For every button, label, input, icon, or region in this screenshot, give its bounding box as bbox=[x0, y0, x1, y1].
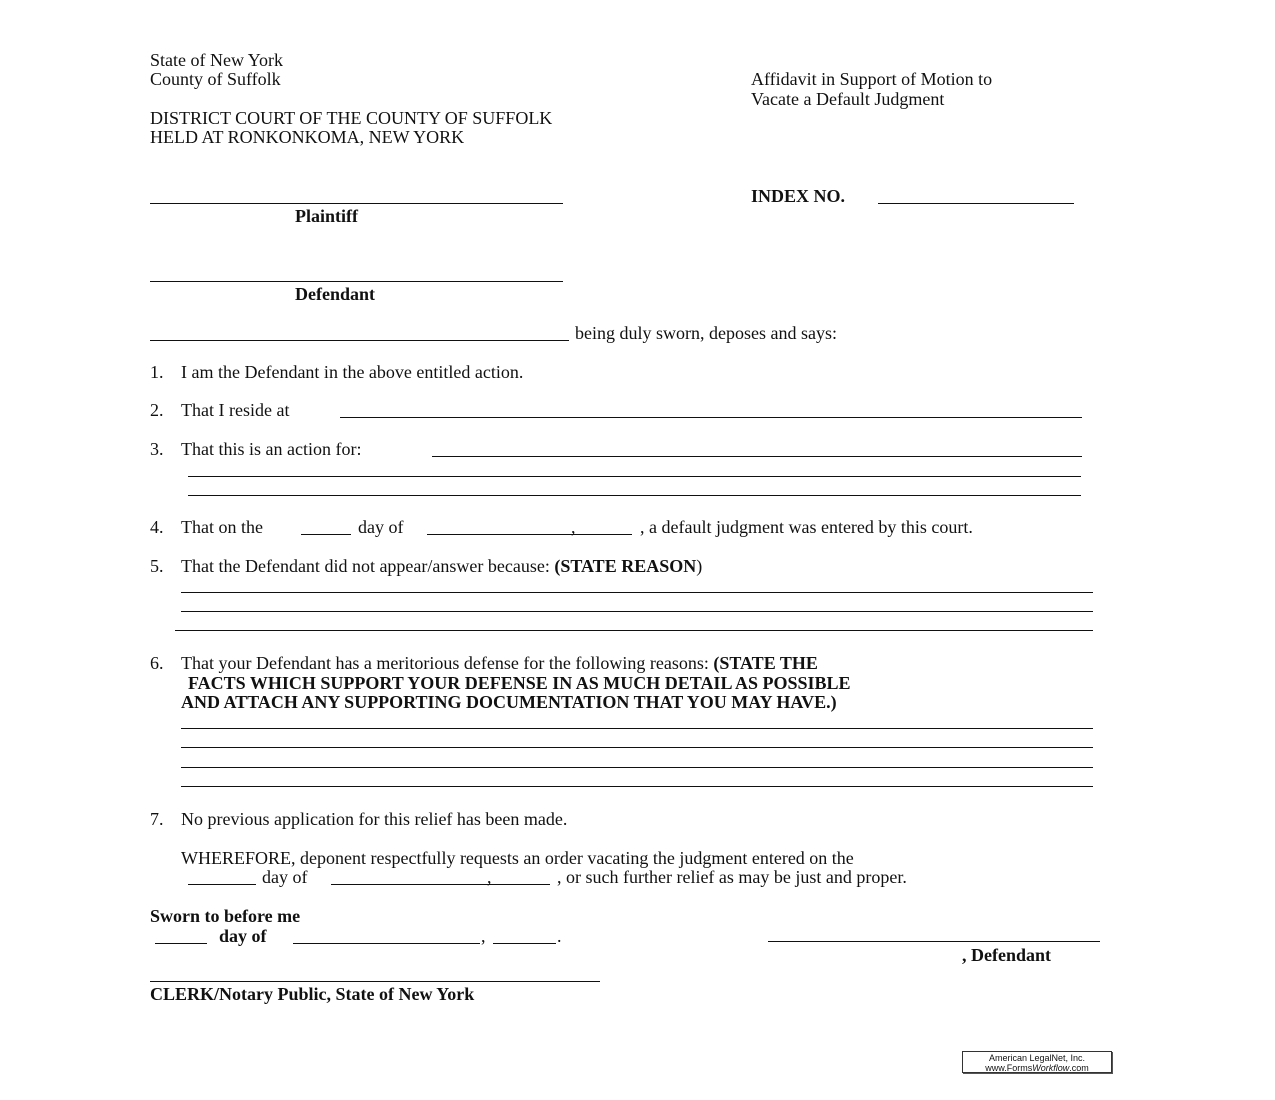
court-location: HELD AT RONKONKOMA, NEW YORK bbox=[150, 127, 465, 147]
item-6-plain: That your Defendant has a meritorious defense for the following reasons: bbox=[181, 653, 714, 673]
sworn-statement: being duly sworn, deposes and says: bbox=[575, 323, 837, 343]
plaintiff-label: Plaintiff bbox=[295, 206, 358, 226]
item-number: 2. bbox=[150, 400, 164, 420]
item-4-comma: , bbox=[571, 517, 576, 537]
publisher-url-b: Workflow bbox=[1032, 1063, 1070, 1073]
defense-blank[interactable] bbox=[181, 786, 1093, 787]
item-number: 1. bbox=[150, 362, 164, 382]
item-6-instruction-start: (STATE THE bbox=[713, 653, 818, 673]
defense-blank[interactable] bbox=[181, 747, 1093, 748]
wherefore-day-of: day of bbox=[262, 867, 308, 887]
index-number-label: INDEX NO. bbox=[751, 186, 846, 206]
sworn-before-me: Sworn to before me bbox=[150, 906, 301, 926]
item-number: 7. bbox=[150, 809, 164, 829]
publisher-url-a: www.Forms bbox=[985, 1063, 1033, 1073]
publisher-url-c: .com bbox=[1069, 1063, 1089, 1073]
court-name: DISTRICT COURT OF THE COUNTY OF SUFFOLK bbox=[150, 108, 553, 128]
item-5-text bbox=[181, 556, 702, 576]
wherefore-text: WHEREFORE, deponent respectfully requests an order vacating the judgment entered on the bbox=[181, 848, 854, 868]
notary-signature-blank[interactable] bbox=[150, 981, 600, 982]
item-7-text: No previous application for this relief has been made. bbox=[181, 809, 568, 829]
item-4-day-of: day of bbox=[358, 517, 404, 537]
wherefore-tail: , or such further relief as may be just and proper. bbox=[557, 867, 907, 887]
item-1-text: I am the Defendant in the above entitled action. bbox=[181, 362, 524, 382]
item-number: 6. bbox=[150, 653, 164, 673]
judgment-day-blank[interactable] bbox=[301, 534, 351, 535]
reason-blank[interactable] bbox=[181, 592, 1093, 593]
item-6-instruction-line3: AND ATTACH ANY SUPPORTING DOCUMENTATION THAT YOU MAY HAVE.) bbox=[181, 692, 837, 712]
defense-blank[interactable] bbox=[181, 767, 1093, 768]
reason-blank[interactable] bbox=[181, 611, 1093, 612]
sworn-day-of: day of bbox=[219, 926, 267, 946]
publisher-name: American LegalNet, Inc. bbox=[988, 1053, 1086, 1063]
notary-label: CLERK/Notary Public, State of New York bbox=[150, 984, 475, 1004]
index-number-blank[interactable] bbox=[878, 203, 1074, 204]
sworn-month-blank[interactable] bbox=[293, 943, 480, 944]
sworn-comma: , bbox=[481, 926, 486, 946]
defendant-blank[interactable] bbox=[150, 281, 563, 282]
document-title-line1: Affidavit in Support of Motion to bbox=[751, 69, 993, 89]
item-4-text-start: That on the bbox=[181, 517, 263, 537]
deponent-name-blank[interactable] bbox=[150, 340, 569, 341]
item-5-close: ) bbox=[696, 556, 703, 576]
judgment-month-year-blank[interactable] bbox=[427, 534, 632, 535]
item-number: 4. bbox=[150, 517, 164, 537]
action-type-blank[interactable] bbox=[188, 495, 1081, 496]
document-title-line2: Vacate a Default Judgment bbox=[751, 89, 945, 109]
action-type-blank[interactable] bbox=[188, 476, 1081, 477]
reason-blank[interactable] bbox=[175, 630, 1093, 631]
defendant-signature-label: , Defendant bbox=[962, 945, 1051, 965]
item-5-instruction: (STATE REASON bbox=[554, 556, 697, 576]
action-type-blank[interactable] bbox=[432, 456, 1082, 457]
defense-blank[interactable] bbox=[181, 728, 1093, 729]
sworn-day-blank[interactable] bbox=[155, 943, 207, 944]
sworn-year-blank[interactable] bbox=[493, 943, 556, 944]
county-name: County of Suffolk bbox=[150, 69, 281, 89]
publisher-url bbox=[963, 1063, 1111, 1073]
publisher-stamp bbox=[962, 1051, 1112, 1073]
item-6-instruction-line2: FACTS WHICH SUPPORT YOUR DEFENSE IN AS MUCH DETAIL AS POSSIBLE bbox=[188, 673, 851, 693]
defendant-signature-blank[interactable] bbox=[768, 941, 1100, 942]
defendant-label: Defendant bbox=[295, 284, 375, 304]
item-number: 5. bbox=[150, 556, 164, 576]
item-4-text-end: , a default judgment was entered by this court. bbox=[640, 517, 973, 537]
residence-blank[interactable] bbox=[340, 417, 1082, 418]
plaintiff-blank[interactable] bbox=[150, 203, 563, 204]
item-5-plain: That the Defendant did not appear/answer because: bbox=[181, 556, 555, 576]
item-number: 3. bbox=[150, 439, 164, 459]
state-name: State of New York bbox=[150, 50, 283, 70]
sworn-period: . bbox=[557, 926, 562, 946]
item-3-text: That this is an action for: bbox=[181, 439, 362, 459]
item-2-text: That I reside at bbox=[181, 400, 290, 420]
wherefore-month-year-blank[interactable] bbox=[331, 884, 550, 885]
wherefore-day-blank[interactable] bbox=[188, 884, 256, 885]
wherefore-comma: , bbox=[487, 867, 492, 887]
item-6-text bbox=[181, 653, 818, 673]
